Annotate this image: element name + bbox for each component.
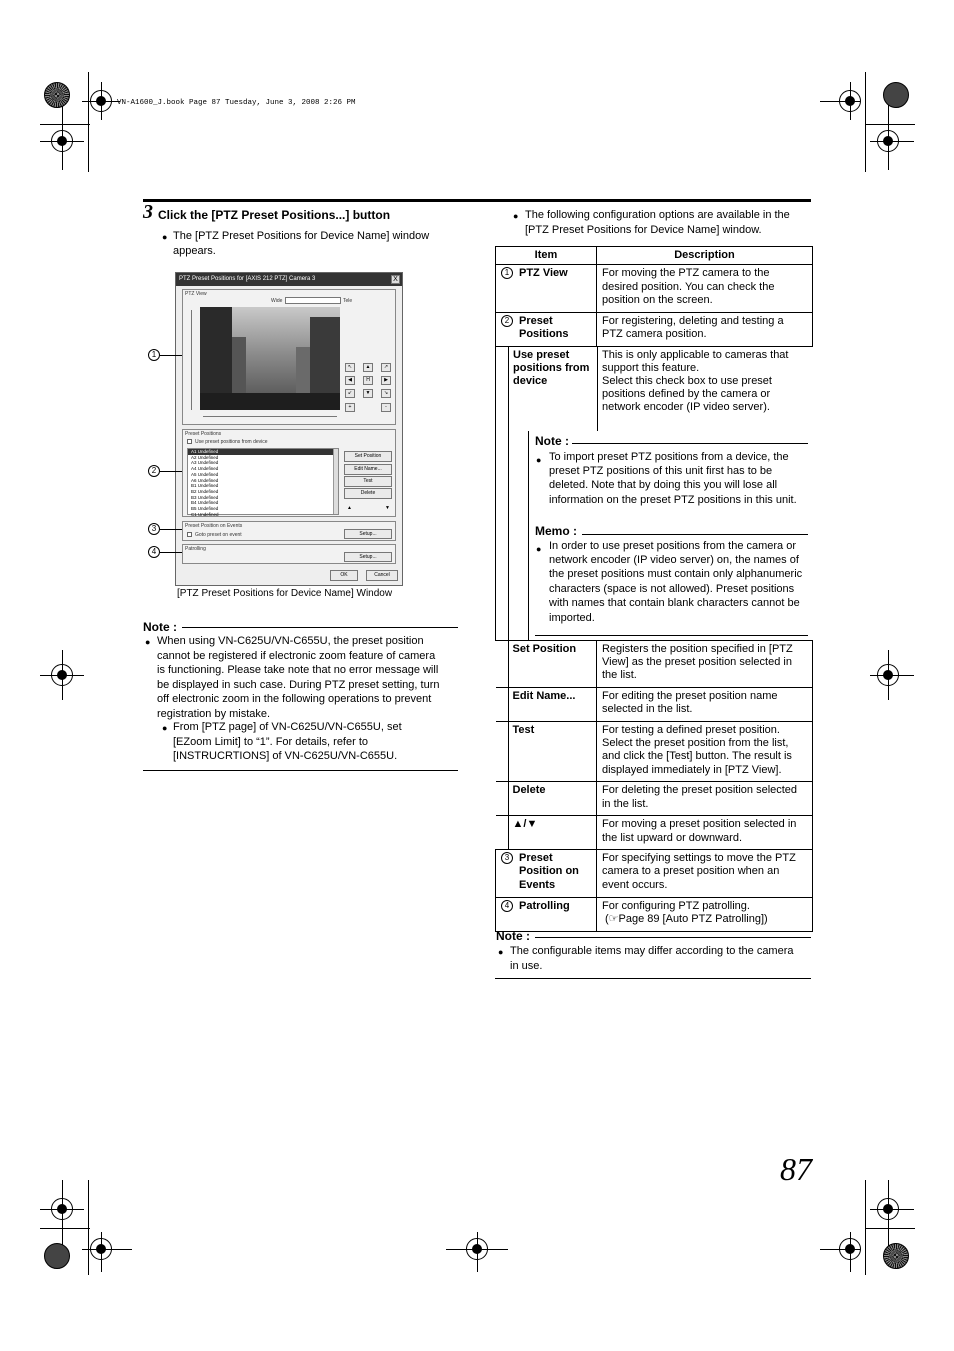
table-row	[496, 687, 813, 721]
pan-down-left-button[interactable]: ↙	[345, 389, 355, 398]
callout-line	[160, 471, 182, 472]
edit-name-button[interactable]: Edit Name...	[344, 464, 392, 475]
left-note-line: be displayed in such case. During PTZ preset setting, turn	[157, 678, 440, 691]
delete-button[interactable]: Delete	[344, 488, 392, 499]
column-header-description: Description	[596, 247, 812, 265]
tilt-up-button[interactable]: ▲	[363, 363, 373, 372]
item-description: For moving a preset position selected in the list upward or downward.	[596, 816, 812, 850]
left-note-subline: From [PTZ page] of VN-C625U/VN-C655U, set	[173, 721, 402, 733]
patrolling-label: Patrolling	[185, 546, 206, 552]
bullet-icon: ●	[513, 211, 519, 221]
bullet-icon: ●	[536, 543, 542, 554]
left-note-line: registration by mistake.	[157, 707, 271, 720]
tele-label: Tele	[343, 298, 353, 304]
table-row	[496, 265, 813, 312]
left-note-title: Note :	[143, 620, 177, 634]
item-name: Test	[512, 723, 535, 736]
bullet-icon: ●	[145, 637, 151, 647]
cancel-button[interactable]: Cancel	[366, 570, 398, 581]
item-description: Select this check box to use preset positions defined by the camera or network encoder (IP video server).	[602, 374, 772, 414]
list-item[interactable]: A4 Undefined	[191, 466, 219, 472]
list-item[interactable]: B1 Undefined	[191, 483, 219, 489]
list-item[interactable]: B3 Undefined	[191, 494, 219, 500]
step-bullet-line: appears.	[173, 245, 216, 257]
column-header-item: Item	[496, 247, 597, 265]
callout-line	[160, 529, 182, 530]
left-note-line: cannot be registered if electronic zoom feature of camera	[157, 649, 436, 662]
item-number: 2	[501, 315, 513, 327]
list-item[interactable]: A5 Undefined	[191, 471, 219, 477]
table-row	[496, 897, 813, 931]
pan-up-right-button[interactable]: ↗	[381, 363, 391, 372]
list-item[interactable]: A3 Undefined	[191, 460, 219, 466]
inner-note-text: To import preset PTZ positions from a device, the preset PTZ positions of this unit first has to be deleted. Note that by doing this you will lose all information on the preset PTZ positions in this unit.	[549, 450, 797, 506]
zoom-in-button[interactable]: +	[345, 403, 355, 412]
preset-list[interactable]	[187, 448, 339, 515]
item-name: ▲/▼	[512, 818, 538, 831]
list-item[interactable]: A2 Undefined	[191, 454, 219, 460]
item-description: For deleting the preset position selected in the list.	[596, 782, 812, 816]
right-note-title: Note :	[496, 929, 530, 943]
left-note-subline: [INSTRUCRTIONS] of VN-C625U/VN-C655U.	[173, 750, 398, 762]
step-title: Click the [PTZ Preset Positions...] button	[158, 208, 391, 222]
goto-preset-label: Goto preset on event	[195, 532, 242, 538]
step-bullet-line: The [PTZ Preset Positions for Device Name] window	[173, 230, 430, 242]
use-preset-label: Use preset positions from device	[195, 439, 268, 445]
tilt-down-button[interactable]: ▼	[363, 389, 373, 398]
use-preset-checkbox[interactable]	[187, 439, 192, 444]
preset-positions-group	[182, 429, 396, 517]
wide-label: Wide	[271, 298, 283, 304]
inner-memo-text: In order to use preset positions from the camera or network encoder (IP video server) on, the names of the preset positions must contain only alphanumeric characters (space is not allowed). Preset positions with names that contain blank characters cannot be imported.	[549, 539, 803, 624]
table-row	[496, 849, 813, 897]
camera-view-image	[200, 307, 340, 410]
close-icon[interactable]: X	[391, 275, 400, 284]
callout-line	[160, 552, 182, 553]
zoom-slider[interactable]	[285, 297, 341, 304]
item-name: Use preset positions from device	[513, 348, 590, 388]
item-description: For configuring PTZ patrolling.	[601, 899, 750, 912]
item-name: Set Position	[512, 642, 577, 655]
top-rule	[143, 199, 811, 202]
set-position-button[interactable]: Set Position	[344, 451, 392, 462]
item-description: This is only applicable to cameras that support this feature.	[602, 348, 789, 375]
callout-line	[160, 355, 182, 356]
list-item[interactable]: B2 Undefined	[191, 488, 219, 494]
note-bottom-rule	[495, 978, 811, 979]
item-number: 4	[501, 900, 513, 912]
table-row	[496, 346, 813, 640]
item-description: For registering, deleting and testing a PTZ camera position.	[596, 312, 812, 346]
goto-preset-checkbox[interactable]	[187, 532, 192, 537]
bullet-icon: ●	[162, 723, 168, 733]
move-up-button[interactable]: ▲	[347, 505, 352, 511]
item-name: Delete	[512, 784, 546, 797]
callout-3: 3	[148, 523, 160, 535]
ok-button[interactable]: OK	[330, 570, 358, 581]
list-item[interactable]: B5 Undefined	[191, 506, 219, 512]
table-row	[496, 816, 813, 850]
callout-4: 4	[148, 546, 160, 558]
pan-down-right-button[interactable]: ↘	[381, 389, 391, 398]
test-button[interactable]: Test	[344, 476, 392, 487]
callout-2: 2	[148, 465, 160, 477]
item-name: Preset Positions	[519, 314, 569, 341]
item-name: Edit Name...	[512, 689, 576, 702]
list-item[interactable]: C1 Undefined	[191, 511, 219, 517]
home-button[interactable]: H	[363, 376, 373, 385]
note-rule	[535, 937, 811, 938]
figure-caption: [PTZ Preset Positions for Device Name] Window	[177, 588, 393, 599]
ptz-view-group	[182, 289, 396, 425]
item-name: Preset Position on Events	[519, 851, 579, 891]
list-item[interactable]: A1 Undefined	[188, 449, 338, 455]
patrolling-group	[182, 544, 396, 564]
ptz-view-label: PTZ View	[185, 291, 207, 297]
pan-left-button[interactable]: ◀	[345, 376, 355, 385]
item-name: PTZ View	[519, 267, 568, 280]
left-note-line: off electronic zoom in the following operations to prevent	[157, 693, 432, 705]
right-note-line: The configurable items may differ according to the camera	[510, 945, 794, 957]
pan-right-button[interactable]: ▶	[381, 376, 391, 385]
events-setup-button[interactable]: Setup...	[344, 529, 392, 539]
bullet-icon: ●	[536, 454, 542, 465]
table-row	[496, 312, 813, 346]
item-description: For specifying settings to move the PTZ camera to a preset position when an event occurs.	[596, 849, 812, 897]
zoom-out-button[interactable]: -	[381, 403, 391, 412]
pan-up-left-button[interactable]: ↖	[345, 363, 355, 372]
options-table	[495, 246, 813, 932]
list-item[interactable]: A6 Undefined	[191, 477, 219, 483]
ptz-preset-window	[175, 272, 403, 586]
window-title: PTZ Preset Positions for [AXIS 212 PTZ] Camera 3	[176, 273, 402, 286]
inner-memo-title: Memo :	[535, 523, 577, 538]
tilt-slider[interactable]	[191, 310, 192, 410]
preset-events-group	[182, 521, 396, 541]
page-number: 87	[780, 1151, 812, 1187]
preset-positions-label: Preset Positions	[185, 431, 222, 437]
table-row	[496, 721, 813, 782]
list-item[interactable]: B4 Undefined	[191, 500, 219, 506]
bullet-icon: ●	[162, 232, 168, 242]
left-note-line: When using VN-C625U/VN-C655U, the preset position	[157, 635, 424, 647]
left-note-line: is functioning. Please take note that no error message will	[157, 664, 439, 676]
item-description: For moving the PTZ camera to the desired position. You can check the position on the screen.	[596, 265, 812, 312]
pan-slider[interactable]	[203, 416, 337, 417]
inner-note-title: Note :	[535, 433, 569, 448]
events-label: Preset Position on Events	[185, 523, 243, 529]
table-row	[496, 640, 813, 687]
move-down-button[interactable]: ▼	[385, 505, 390, 511]
item-description: Registers the position specified in [PTZ View] as the preset position selected in the list.	[596, 640, 812, 687]
item-description: For testing a defined preset position. Select the preset position from the list, and click the [Test] button. The result is displayed immediately in [PTZ View].	[596, 721, 812, 782]
item-name: Patrolling	[519, 899, 570, 912]
step-number: 3	[143, 201, 153, 223]
item-link[interactable]: (☞Page 89 [Auto PTZ Patrolling])	[604, 913, 768, 926]
file-info: VN-A1600_J.book Page 87 Tuesday, June 3, 2008 2:26 PM	[117, 99, 356, 107]
item-number: 1	[501, 267, 513, 279]
callout-1: 1	[148, 349, 160, 361]
note-rule	[182, 627, 458, 628]
intro-line: [PTZ Preset Positions for Device Name] window.	[525, 224, 762, 236]
intro-line: The following configuration options are available in the	[525, 209, 790, 221]
item-number: 3	[501, 852, 513, 864]
note-bottom-rule	[143, 770, 458, 771]
bullet-icon: ●	[498, 947, 504, 957]
patrolling-setup-button[interactable]: Setup...	[344, 552, 392, 562]
right-note-line: in use.	[510, 959, 543, 972]
left-note-subline: [EZoom Limit] to “1”. For details, refer to	[173, 735, 369, 748]
item-description: For editing the preset position name selected in the list.	[596, 687, 812, 721]
list-scrollbar[interactable]	[333, 449, 338, 514]
table-row	[496, 782, 813, 816]
